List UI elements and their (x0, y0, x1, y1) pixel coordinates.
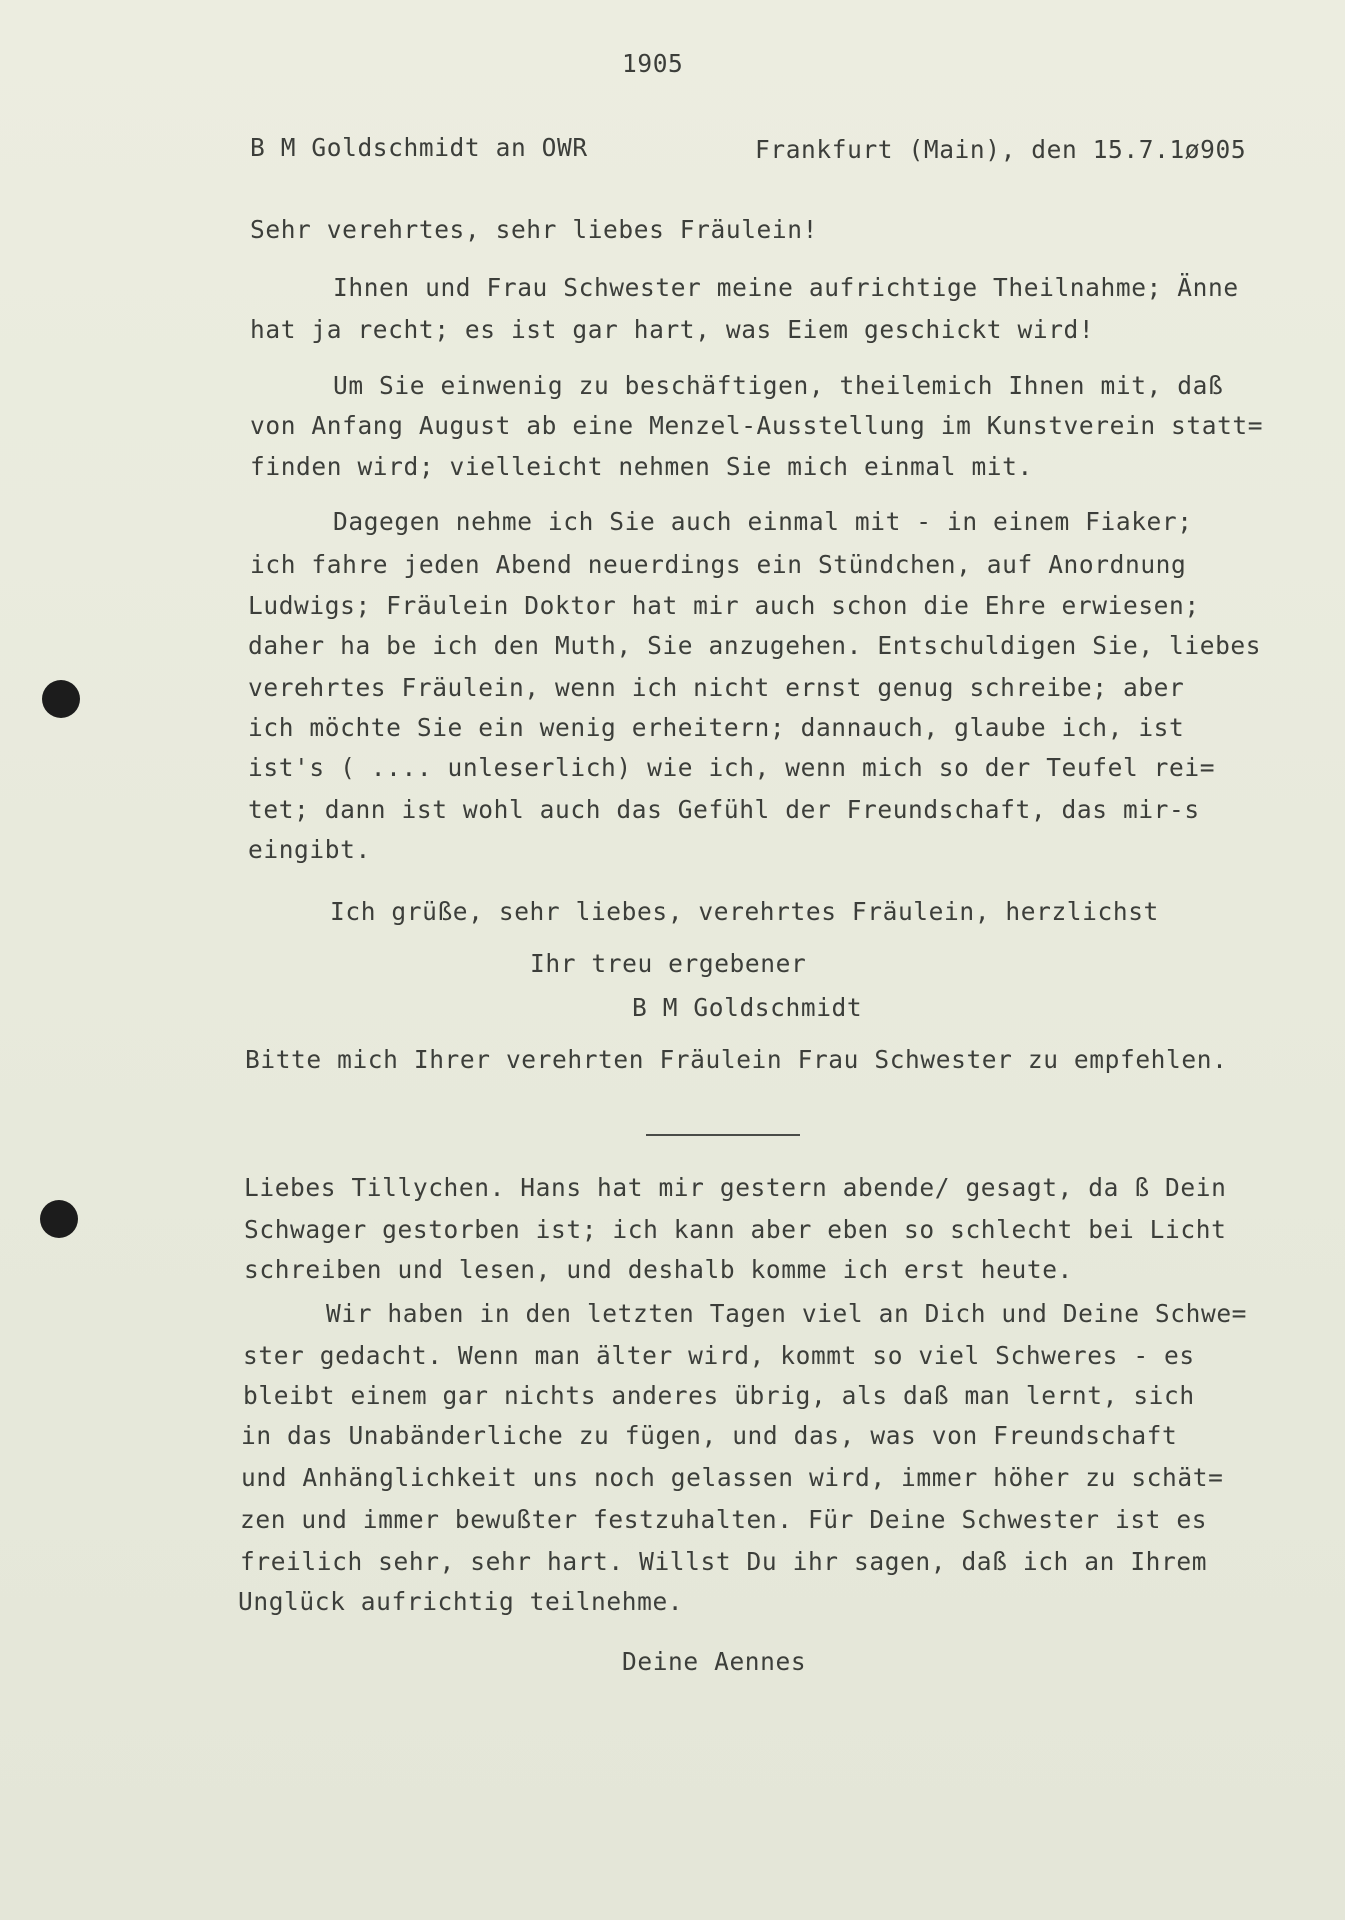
text-line: Schwager gestorben ist; ich kann aber eben so schlecht bei Licht (244, 1215, 1227, 1244)
salutation: Sehr verehrtes, sehr liebes Fräulein! (250, 215, 818, 244)
text-line: freilich sehr, sehr hart. Willst Du ihr sagen, daß ich an Ihrem (240, 1547, 1208, 1576)
text-line: in das Unabänderliche zu fügen, und das, was von Freundschaft (241, 1421, 1178, 1450)
signature: B M Goldschmidt (632, 993, 863, 1022)
signature: Deine Aennes (622, 1647, 807, 1676)
text-line: Ludwigs; Fräulein Doktor hat mir auch schon die Ehre erwiesen; (248, 591, 1200, 620)
year-heading: 1905 (622, 49, 684, 78)
text-line: von Anfang August ab eine Menzel-Ausstellung im Kunstverein statt= (250, 411, 1264, 440)
text-line: finden wird; vielleicht nehmen Sie mich einmal mit. (250, 452, 1033, 481)
text-line: tet; dann ist wohl auch das Gefühl der Freundschaft, das mir-s (248, 795, 1200, 824)
punch-hole (40, 1200, 78, 1238)
text-line: ster gedacht. Wenn man älter wird, kommt so viel Schweres - es (243, 1341, 1195, 1370)
postscript: Bitte mich Ihrer verehrten Fräulein Frau Schwester zu empfehlen. (245, 1045, 1228, 1074)
text-line: Wir haben in den letzten Tagen viel an Dich und Deine Schwe= (326, 1299, 1248, 1328)
text-line: ist's ( .... unleserlich) wie ich, wenn mich so der Teufel rei= (248, 753, 1216, 782)
place-date: Frankfurt (Main), den 15.7.1ø905 (755, 135, 1247, 164)
text-line: ich fahre jeden Abend neuerdings ein Stündchen, auf Anordnung (250, 550, 1187, 579)
text-line: ich möchte Sie ein wenig erheitern; dannauch, glaube ich, ist (248, 713, 1185, 742)
text-line: Liebes Tillychen. Hans hat mir gestern abende/ gesagt, da ß Dein (244, 1173, 1227, 1202)
text-line: und Anhänglichkeit uns noch gelassen wird, immer höher zu schät= (241, 1463, 1224, 1492)
text-line: Ihnen und Frau Schwester meine aufrichtige Theilnahme; Änne (333, 273, 1239, 302)
text-line: daher ha be ich den Muth, Sie anzugehen. Entschuldigen Sie, liebes (248, 631, 1262, 660)
text-line: Um Sie einwenig zu beschäftigen, theilemich Ihnen mit, daß (333, 371, 1224, 400)
text-line: hat ja recht; es ist gar hart, was Eiem geschickt wird! (250, 315, 1095, 344)
text-line: verehrtes Fräulein, wenn ich nicht ernst genug schreibe; aber (248, 673, 1185, 702)
text-line: bleibt einem gar nichts anderes übrig, als daß man lernt, sich (243, 1381, 1195, 1410)
closing-line: Ich grüße, sehr liebes, verehrtes Fräulein, herzlichst (330, 897, 1159, 926)
text-line: eingibt. (248, 835, 371, 864)
punch-hole (42, 680, 80, 718)
divider (646, 1134, 800, 1136)
text-line: schreiben und lesen, und deshalb komme ich erst heute. (244, 1255, 1073, 1284)
sender-line: B M Goldschmidt an OWR (250, 133, 588, 162)
closing-line: Ihr treu ergebener (530, 949, 807, 978)
text-line: zen und immer bewußter festzuhalten. Für Deine Schwester ist es (240, 1505, 1208, 1534)
text-line: Unglück aufrichtig teilnehme. (238, 1587, 684, 1616)
text-line: Dagegen nehme ich Sie auch einmal mit - in einem Fiaker; (333, 507, 1193, 536)
